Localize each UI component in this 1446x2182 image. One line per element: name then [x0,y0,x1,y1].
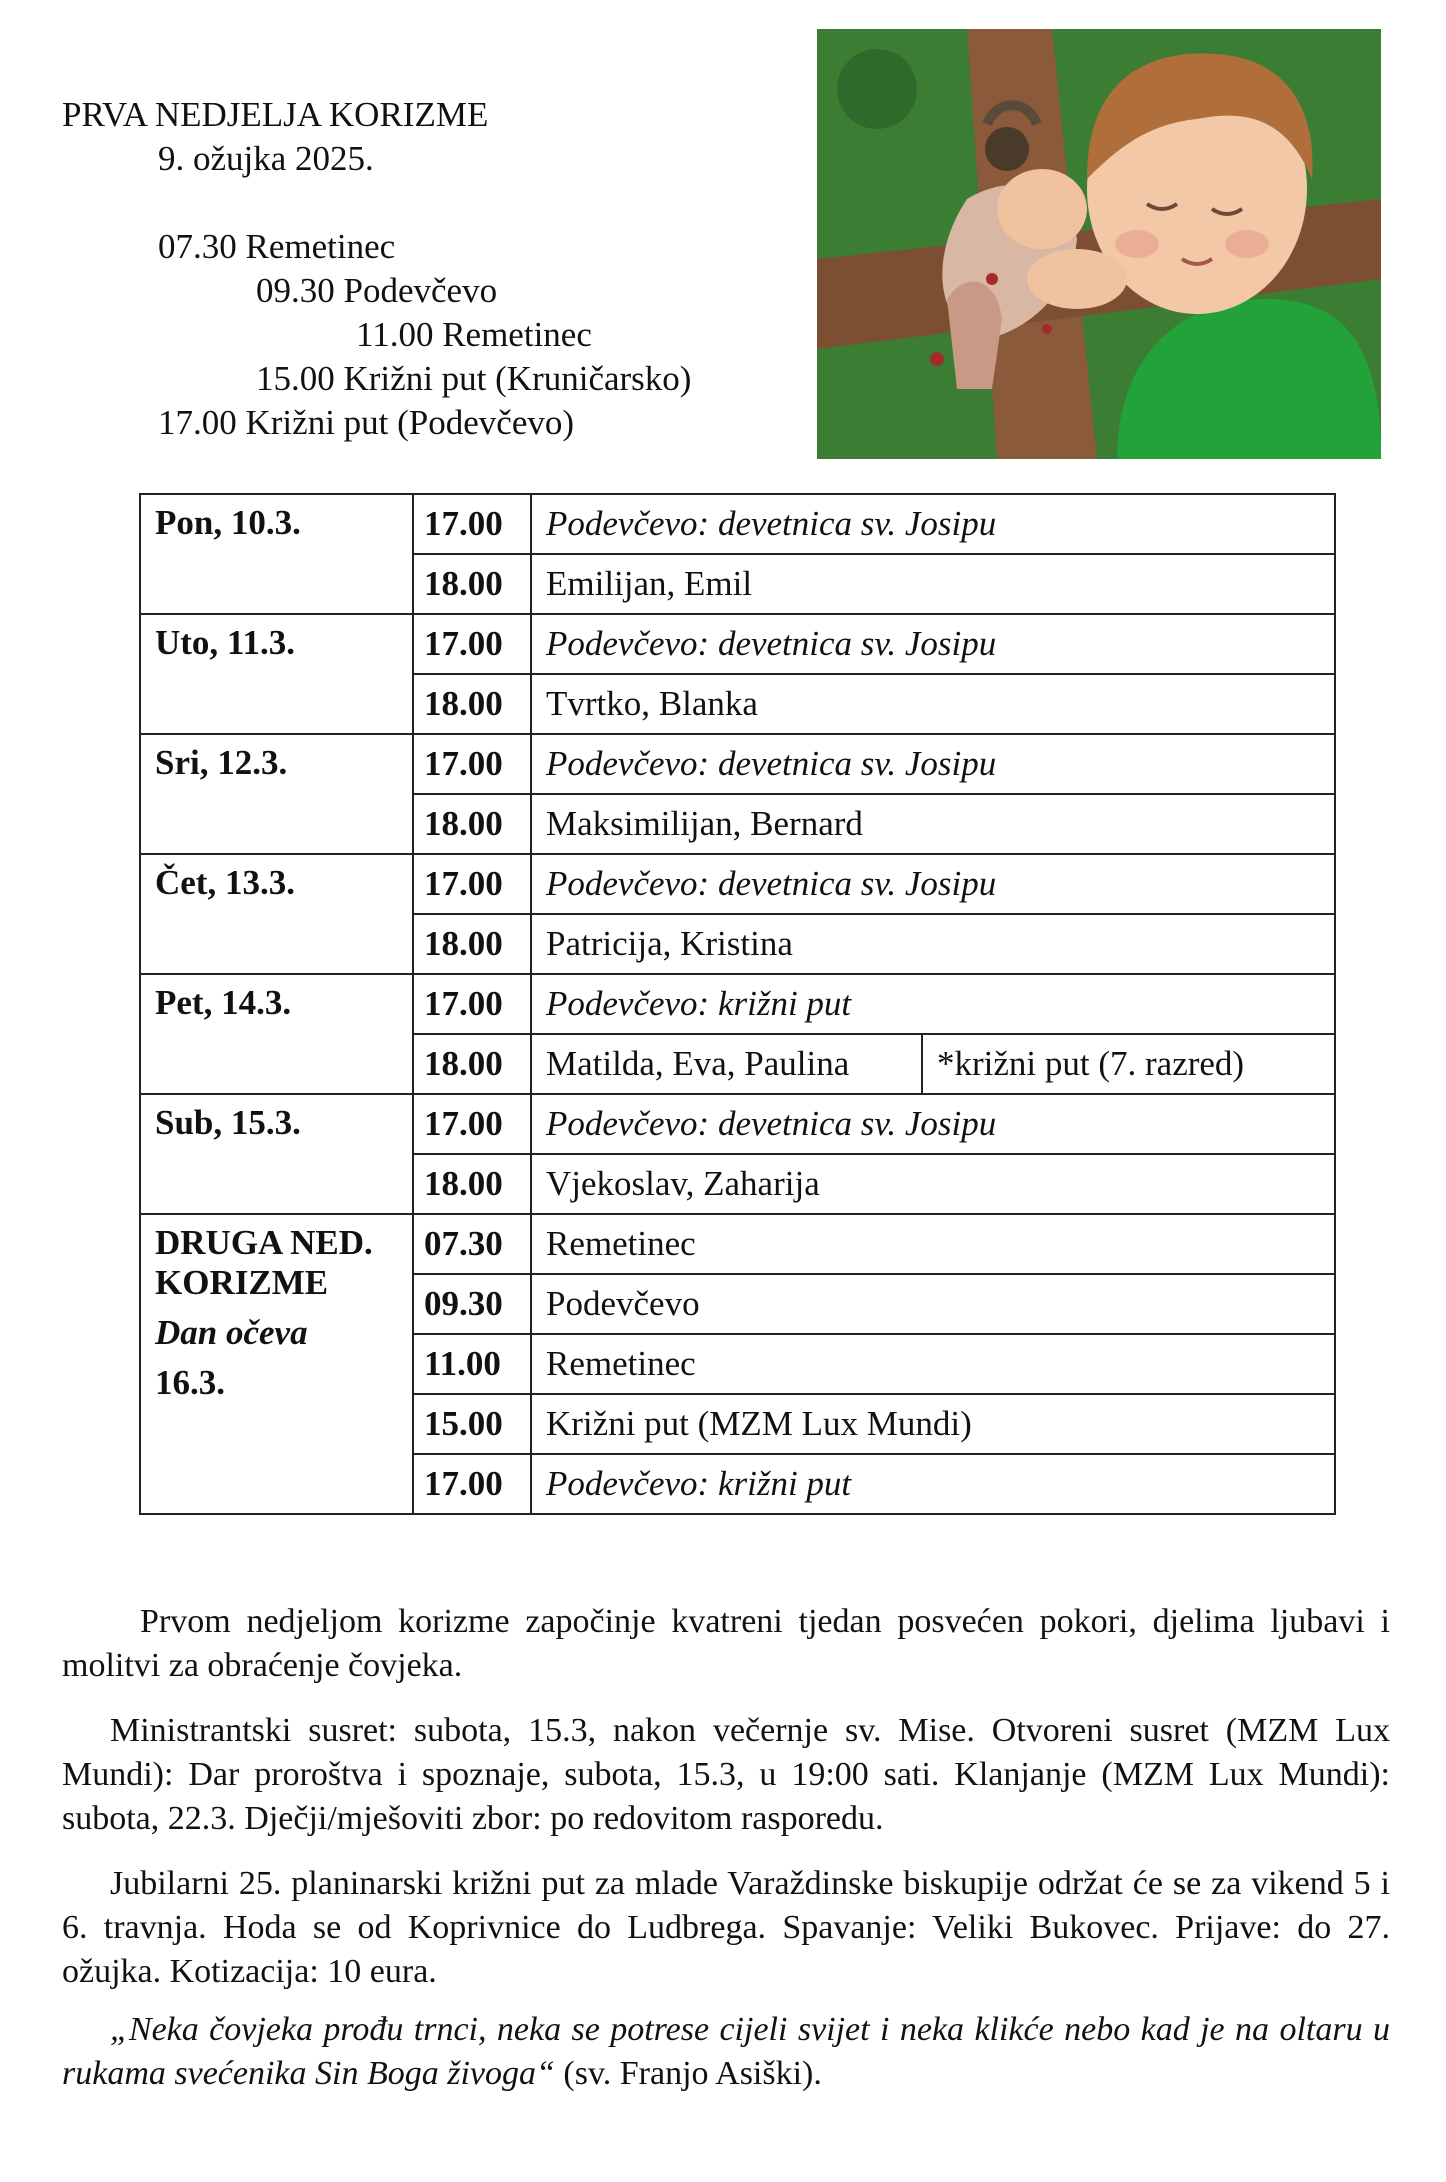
quote-text: „Neka čovjeka prođu trnci, neka se potrese cijeli svijet i neka klikće nebo kad je na oltaru u rukama svećenika Sin Boga živoga“ [62,2011,1390,2092]
header-title: PRVA NEDJELJA KORIZME [62,95,489,134]
paragraph-way-of-cross: Jubilarni 25. planinarski križni put za mlade Varaždinske biskupije održat će se za vikend 5 i 6. travnja. Hoda se od Koprivnice do Ludbrega. Spavanje: Veliki Bukovec. Prijave: do 27. ožujka. Kotizacija: 10 eura. [62,1865,1390,1990]
table-row [140,974,1335,1034]
sunday-label-line2: KORIZME [155,1263,329,1302]
time-cell: 09.30 [413,1274,531,1334]
event-cell: Podevčevo: devetnica sv. Josipu [531,494,1335,554]
time-cell: 17.00 [413,734,531,794]
time-cell: 17.00 [413,1094,531,1154]
time-cell: 17.00 [413,494,531,554]
day-label: Pon, 10.3. [140,494,413,614]
sunday-label-date: 16.3. [155,1363,225,1402]
table-row [140,1214,1335,1274]
event-cell: Remetinec [531,1334,1335,1394]
event-cell: Podevčevo: devetnica sv. Josipu [531,1094,1335,1154]
weekly-schedule-table [139,493,1336,1515]
header-date: 9. ožujka 2025. [158,139,374,178]
quote-paragraph [62,2008,1390,2096]
note-cell: *križni put (7. razred) [922,1034,1335,1094]
event-cell: Maksimilijan, Bernard [531,794,1335,854]
event-cell: Podevčevo: devetnica sv. Josipu [531,854,1335,914]
event-cell: Vjekoslav, Zaharija [531,1154,1335,1214]
table-row [140,494,1335,554]
table-row [140,614,1335,674]
table-row [140,854,1335,914]
day-label: Čet, 13.3. [140,854,413,974]
table-row [140,1094,1335,1154]
sunday-label-fathers-day: Dan očeva [155,1313,308,1352]
time-cell: 11.00 [413,1334,531,1394]
child-hugging-crucifix-photo [817,29,1381,459]
photo-illustration [817,29,1381,459]
event-cell: Podevčevo: križni put [531,1454,1335,1514]
time-cell: 17.00 [413,974,531,1034]
time-cell: 18.00 [413,794,531,854]
event-cell: Remetinec [531,1214,1335,1274]
event-cell: Matilda, Eva, Paulina [531,1034,922,1094]
paragraph-lent-intro: Prvom nedjeljom korizme započinje kvatreni tjedan posvećen pokori, djelima ljubavi i molitvi za obraćenje čovjeka. [62,1603,1390,1684]
time-cell: 18.00 [413,554,531,614]
event-cell: Podevčevo: devetnica sv. Josipu [531,734,1335,794]
quote-author: (sv. Franjo Asiški). [554,2055,822,2092]
event-cell: Patricija, Kristina [531,914,1335,974]
event-cell: Tvrtko, Blanka [531,674,1335,734]
sunday-schedule-line: 09.30 Podevčevo [256,271,498,310]
time-cell: 18.00 [413,674,531,734]
sunday-schedule-line: 17.00 Križni put (Podevčevo) [158,403,575,442]
time-cell: 17.00 [413,854,531,914]
sunday-label [140,1214,413,1514]
day-label: Uto, 11.3. [140,614,413,734]
time-cell: 07.30 [413,1214,531,1274]
day-label: Sri, 12.3. [140,734,413,854]
event-cell: Emilijan, Emil [531,554,1335,614]
event-cell: Podevčevo: devetnica sv. Josipu [531,614,1335,674]
time-cell: 18.00 [413,1154,531,1214]
day-label: Pet, 14.3. [140,974,413,1094]
time-cell: 18.00 [413,1034,531,1094]
paragraph-announcements: Ministrantski susret: subota, 15.3, nakon večernje sv. Mise. Otvoreni susret (MZM Lux Mundi): Dar proroštva i spoznaje, subota, 15.3, u 19:00 sati. Klanjanje (MZM Lux Mundi): subota, 22.3. Dječji/mješoviti zbor: po redovitom rasporedu. [62,1712,1390,1837]
event-cell: Križni put (MZM Lux Mundi) [531,1394,1335,1454]
sunday-schedule-line: 15.00 Križni put (Kruničarsko) [256,359,692,398]
time-cell: 17.00 [413,614,531,674]
sunday-label-line1: DRUGA NED. [155,1223,373,1262]
sunday-schedule-line: 07.30 Remetinec [158,227,396,266]
event-cell: Podevčevo [531,1274,1335,1334]
event-cell: Podevčevo: križni put [531,974,1335,1034]
table-row [140,734,1335,794]
time-cell: 18.00 [413,914,531,974]
sunday-schedule-line: 11.00 Remetinec [356,315,592,354]
day-label: Sub, 15.3. [140,1094,413,1214]
time-cell: 17.00 [413,1454,531,1514]
time-cell: 15.00 [413,1394,531,1454]
